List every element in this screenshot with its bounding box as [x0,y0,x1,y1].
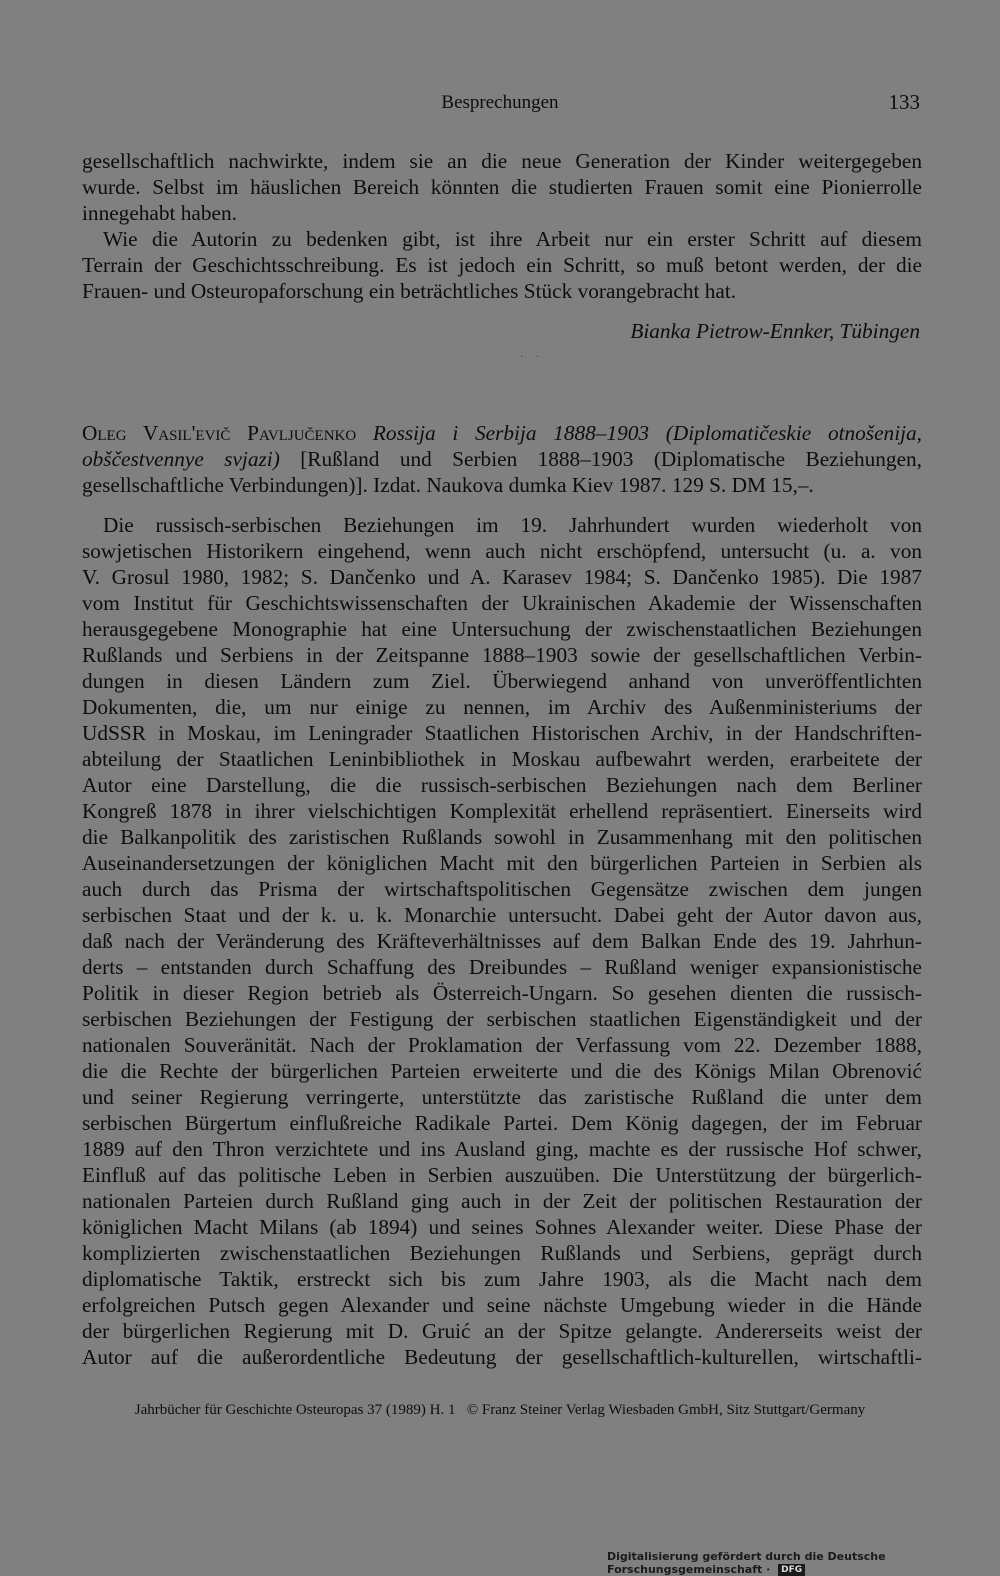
citation-title: Rossija i Serbija 1888–1903 (Diplomatičeskie otnošenija, [372,421,923,445]
text-line: auch durch das Prisma der wirtschaftspolitischen Gegensätze zwischen dem jungen [82,877,922,901]
text-line: Einfluß auf das politische Leben in Serbien auszuüben. Die Unterstützung der bürgerlich- [82,1163,922,1187]
text-line: Politik in dieser Region betrieb als Österreich-Ungarn. So gesehen dienten die russisch- [82,981,922,1005]
digitization-text: Digitalisierung gefördert durch die Deutsche Forschungsgemeinschaft · [607,1550,886,1576]
text-line: und seiner Regierung verringerte, unterstützte das zaristische Rußland die unter dem [82,1085,922,1109]
separator-dots: · · [520,352,545,363]
text-line: Die russisch-serbischen Beziehungen im 19. Jahrhundert wurden wiederholt von [103,513,922,537]
text-line: Wie die Autorin zu bedenken gibt, ist ihre Arbeit nur ein erster Schritt auf diesem [103,227,922,251]
digitization-credit [607,1550,1000,1576]
journal-footer: Jahrbücher für Geschichte Osteuropas 37 (1989) H. 1 © Franz Steiner Verlag Wiesbaden GmbH, Sitz Stuttgart/Germany [134,1402,866,1418]
text-line: nationalen Parteien durch Rußland ging auch in der Zeit der politischen Restauration der [82,1189,922,1213]
text-line: abteilung der Staatlichen Leninbibliothek in Moskau aufbewahrt werden, erarbeitete der [82,747,922,771]
text-line: herausgegebene Monographie hat eine Untersuchung der zwischenstaatlichen Beziehungen [82,617,922,641]
text-line: Terrain der Geschichtsschreibung. Es ist jedoch ein Schritt, so muß betont werden, der die [82,253,922,277]
text-line: V. Grosul 1980, 1982; S. Dančenko und A. Karasev 1984; S. Dančenko 1985). Die 1987 [82,565,922,589]
text-line: vom Institut für Geschichtswissenschaften der Ukrainischen Akademie der Wissenschaften [82,591,922,615]
citation-line: gesellschaftliche Verbindungen)]. Izdat. Naukova dumka Kiev 1987. 129 S. DM 15,–. [82,473,814,497]
text-line: daß nach der Veränderung des Kräfteverhältnisses auf dem Balkan Ende des 19. Jahrhun- [82,929,922,953]
text-line: erfolgreichen Putsch gegen Alexander und seine nächste Umgebung wieder in die Hände [82,1293,922,1317]
text-line: derts – entstanden durch Schaffung des Dreibundes – Rußland weniger expansionistische [82,955,922,979]
text-line: serbischen Staat und der k. u. k. Monarchie untersucht. Dabei geht der Autor davon aus, [82,903,922,927]
page-number: 133 [888,90,920,114]
review-body [82,512,922,1370]
citation-title-cont: obščestvennye svjazi) [82,447,280,471]
text-line: dungen in diesen Ländern zum Ziel. Überwiegend anhand von unveröffentlichten [82,669,922,693]
text-line: Frauen- und Osteuropaforschung ein beträchtliches Stück vorangebracht hat. [82,279,737,303]
citation-line [82,420,922,446]
text-line: sowjetischen Historikern eingehend, wenn auch nicht erschöpfend, untersucht (u. a. von [82,539,922,563]
text-line: Kongreß 1878 in ihrer vielschichtigen Komplexität erhellend repräsentiert. Einerseits wird [82,799,922,823]
text-line: 1889 auf den Thron verzichtete und ins Ausland ging, machte es der russische Hof schwer, [82,1137,922,1161]
book-citation [82,420,922,498]
text-line: serbischen Beziehungen der Festigung der serbischen staatlichen Eigenständigkeit und der [82,1007,922,1031]
citation-translation: [Rußland und Serbien 1888–1903 (Diplomatische Beziehungen, [300,447,923,471]
text-line: Dokumenten, die, um nur einige zu nennen, im Archiv des Außenministeriums der [82,695,922,719]
text-line: komplizierten zwischenstaatlichen Beziehungen Rußlands und Serbiens, geprägt durch [82,1241,922,1265]
text-line: wurde. Selbst im häuslichen Bereich könnten die studierten Frauen somit eine Pionierrolle [82,175,922,199]
text-line: Rußlands und Serbiens in der Zeitspanne 1888–1903 sowie der gesellschaftlichen Verbin- [82,643,922,667]
text-line: königlichen Macht Milans (ab 1894) und seines Sohnes Alexander weiter. Diese Phase der [82,1215,922,1239]
review-ending-text [82,148,922,304]
text-line: Autor eine Darstellung, die die russisch-serbischen Beziehungen nach dem Berliner [82,773,922,797]
citation-author: Oleg Vasil'evič Pavljučenko [82,421,357,445]
text-line: der bürgerlichen Regierung mit D. Gruić an der Spitze gelangte. Andererseits weist der [82,1319,922,1343]
text-line: Auseinandersetzungen der königlichen Macht mit den bürgerlichen Parteien in Serbien als [82,851,922,875]
reviewer-signature: Bianka Pietrow-Ennker, Tübingen [630,319,920,343]
text-line: Autor auf die außerordentliche Bedeutung der gesellschaftlich-kulturellen, wirtschaftli- [82,1345,922,1369]
text-line: serbischen Bürgertum einflußreiche Radikale Partei. Dem König dagegen, der im Februar [82,1111,922,1135]
text-line: gesellschaftlich nachwirkte, indem sie an die neue Generation der Kinder weitergegeben [82,149,922,173]
text-line: die Balkanpolitik des zaristischen Rußlands sowohl in Zusammenhang mit den politischen [82,825,922,849]
text-line: die die Rechte der bürgerlichen Parteien erweiterte und die des Königs Milan Obrenović [82,1059,922,1083]
running-header-title: Besprechungen [441,92,559,113]
dfg-logo-icon: DFG [778,1564,805,1576]
text-line: diplomatische Taktik, erstreckt sich bis zum Jahre 1903, als die Macht nach dem [82,1267,922,1291]
text-line: nationalen Souveränität. Nach der Proklamation der Verfassung vom 22. Dezember 1888, [82,1033,922,1057]
citation-line [82,446,922,472]
text-line: innegehabt haben. [82,201,237,225]
text-line: UdSSR in Moskau, im Leningrader Staatlichen Historischen Archiv, in der Handschriften- [82,721,922,745]
